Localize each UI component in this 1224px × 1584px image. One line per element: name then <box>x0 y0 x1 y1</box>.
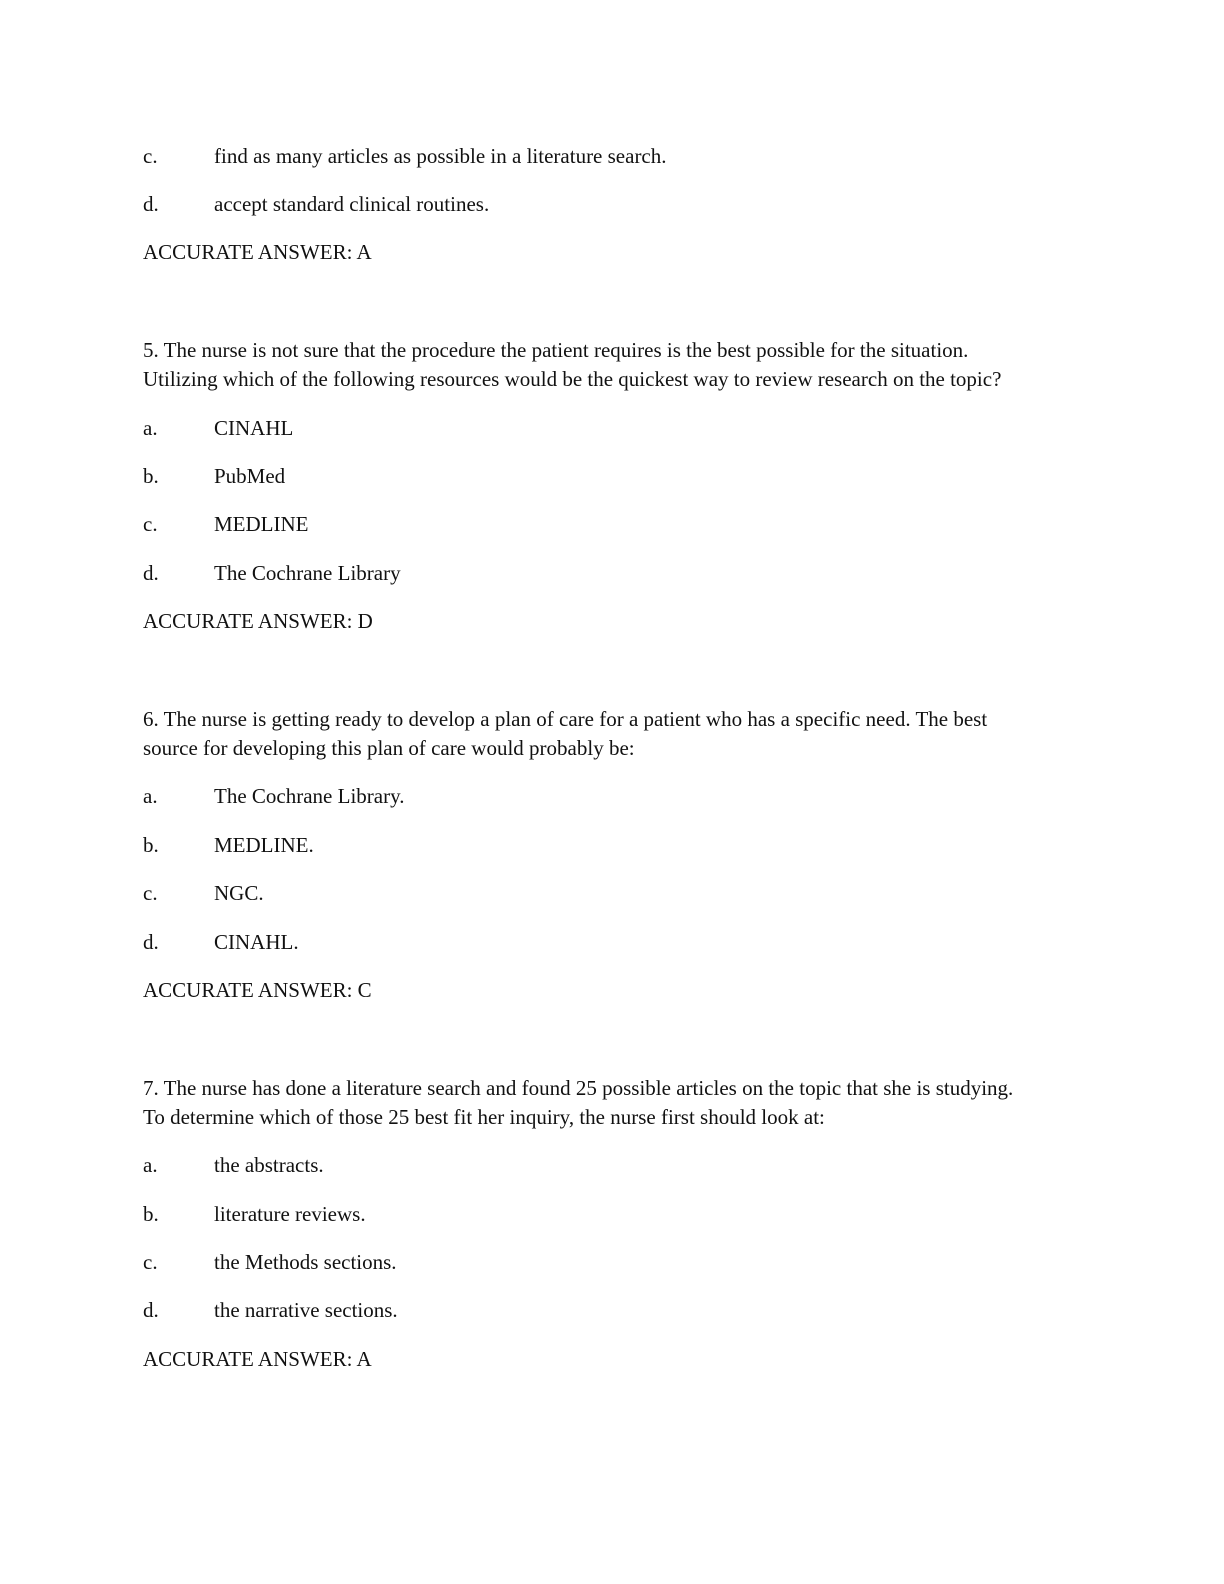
answer-line: ACCURATE ANSWER: A <box>143 240 372 264</box>
option-letter: c. <box>143 144 158 168</box>
option-c <box>143 142 667 170</box>
option-letter: c. <box>143 512 158 536</box>
option-text: The Cochrane Library. <box>214 784 405 808</box>
option-text: The Cochrane Library <box>214 561 401 585</box>
question-line: 5. The nurse is not sure that the procedure the patient requires is the best possible for the situation. <box>143 338 969 362</box>
option-text: CINAHL. <box>214 930 299 954</box>
option-b <box>143 1200 366 1228</box>
option-text: CINAHL <box>214 416 294 440</box>
option-text: the abstracts. <box>214 1153 324 1177</box>
option-b <box>143 831 314 859</box>
option-c <box>143 879 264 907</box>
option-text: the narrative sections. <box>214 1298 398 1322</box>
option-d <box>143 1296 398 1324</box>
option-text: accept standard clinical routines. <box>214 192 490 216</box>
option-letter: b. <box>143 464 159 488</box>
question-text <box>143 705 1063 762</box>
option-text: find as many articles as possible in a literature search. <box>214 144 667 168</box>
option-letter: a. <box>143 1153 158 1177</box>
option-text: MEDLINE. <box>214 833 314 857</box>
option-text: PubMed <box>214 464 286 488</box>
option-text: the Methods sections. <box>214 1250 397 1274</box>
option-d <box>143 559 401 587</box>
answer-line: ACCURATE ANSWER: C <box>143 978 372 1002</box>
option-letter: b. <box>143 833 159 857</box>
question-text <box>143 336 1063 393</box>
question-line: Utilizing which of the following resources would be the quickest way to review research on the topic? <box>143 366 1002 391</box>
question-text <box>143 1074 1063 1131</box>
option-letter: d. <box>143 192 159 216</box>
option-letter: d. <box>143 930 159 954</box>
option-c <box>143 510 308 538</box>
option-d <box>143 928 299 956</box>
option-a <box>143 414 293 442</box>
question-line: 6. The nurse is getting ready to develop a plan of care for a patient who has a specific need. The best <box>143 707 988 731</box>
option-letter: d. <box>143 1298 159 1322</box>
question-line: To determine which of those 25 best fit her inquiry, the nurse first should look at: <box>143 1104 825 1129</box>
answer-line: ACCURATE ANSWER: D <box>143 609 373 633</box>
option-letter: d. <box>143 561 159 585</box>
option-text: MEDLINE <box>214 512 309 536</box>
option-letter: a. <box>143 784 158 808</box>
option-a <box>143 782 404 810</box>
option-a <box>143 1151 324 1179</box>
option-letter: c. <box>143 1250 158 1274</box>
question-line: source for developing this plan of care would probably be: <box>143 735 635 760</box>
option-text: NGC. <box>214 881 264 905</box>
option-b <box>143 462 285 490</box>
option-letter: b. <box>143 1202 159 1226</box>
option-letter: a. <box>143 416 158 440</box>
option-d <box>143 190 489 218</box>
option-text: literature reviews. <box>214 1202 366 1226</box>
question-line: 7. The nurse has done a literature search and found 25 possible articles on the topic that she is studying. <box>143 1076 1014 1100</box>
answer-line: ACCURATE ANSWER: A <box>143 1347 372 1371</box>
option-letter: c. <box>143 881 158 905</box>
option-c <box>143 1248 397 1276</box>
